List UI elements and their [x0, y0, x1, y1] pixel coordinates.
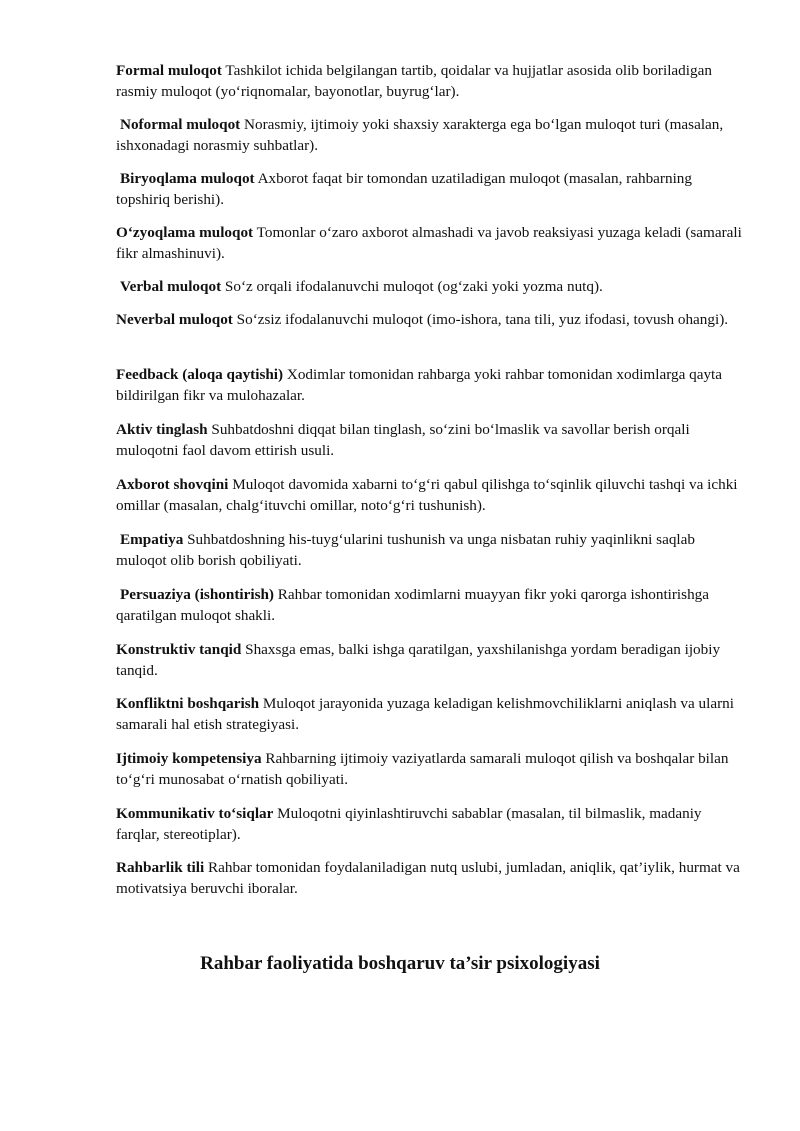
entry-definition: Tashkilot ichida belgilangan tartib, qoidalar va hujjatlar asosida olib boriladigan rasmiy muloqot (yo‘riqnomalar, bayonotlar, buyrug‘lar).	[116, 62, 712, 100]
entry-definition: Muloqotni qiyinlashtiruvchi sabablar (masalan, til bilmaslik, madaniy farqlar, stereotiplar).	[116, 805, 702, 843]
entry-definition: Norasmiy, ijtimoiy yoki shaxsiy xarakterga ega bo‘lgan muloqot turi (masalan, ishxonadagi norasmiy suhbatlar).	[116, 116, 724, 154]
entry-definition: Tomonlar o‘zaro axborot almashadi va javob reaksiyasi yuzaga keladi (samarali fikr almashinuvi).	[116, 224, 742, 262]
entry-definition: Muloqot davomida xabarni to‘g‘ri qabul qilishga to‘sqinlik qiluvchi tashqi va ichki omillar (masalan, chalg‘ituvchi omillar, noto‘g‘ri tushunish).	[116, 476, 738, 514]
entry-term: Biryoqlama muloqot	[120, 170, 255, 187]
entry-term: Feedback (aloqa qaytishi)	[116, 366, 284, 383]
definition-entry-biryoqlama-muloqot	[116, 168, 746, 210]
entry-term: Noformal muloqot	[120, 116, 241, 133]
entry-term: Kommunikativ to‘siqlar	[116, 805, 274, 822]
entry-term: Rahbarlik tili	[116, 859, 205, 876]
definition-entry-ozyoqlama-muloqot	[116, 222, 746, 264]
entry-term: Axborot shovqini	[116, 476, 229, 493]
entry-term: Ijtimoiy kompetensiya	[116, 750, 262, 767]
entry-definition: Suhbatdoshni diqqat bilan tinglash, so‘zini bo‘lmaslik va savollar berish orqali muloqotni faol davom ettirish usuli.	[116, 421, 690, 459]
entry-definition: Rahbar tomonidan xodimlarni muayyan fikr yoki qarorga ishontirishga qaratilgan muloqot shakli.	[116, 586, 709, 624]
entry-term: Persuaziya (ishontirish)	[120, 586, 274, 603]
definition-entry-axborot-shovqini	[116, 474, 746, 516]
section-heading: Rahbar faoliyatida boshqaruv ta’sir psixologiyasi	[200, 953, 600, 974]
entry-term: Neverbal muloqot	[116, 311, 233, 328]
definition-entry-noformal-muloqot	[116, 114, 746, 156]
entry-definition: Xodimlar tomonidan rahbarga yoki rahbar tomonidan xodimlarga qayta bildirilgan fikr va mulohazalar.	[116, 366, 722, 404]
entry-definition: Rahbarning ijtimoiy vaziyatlarda samarali muloqot qilish va boshqalar bilan to‘g‘ri munosabat o‘rnatish qobiliyati.	[116, 750, 729, 788]
entry-term: Konfliktni boshqarish	[116, 695, 260, 712]
definition-entry-konfliktni-boshqarish	[116, 693, 746, 735]
entry-term: Aktiv tinglash	[116, 421, 208, 438]
entry-term: Formal muloqot	[116, 62, 222, 79]
definition-entry-persuaziya	[116, 584, 746, 626]
entry-term: Verbal muloqot	[120, 278, 222, 295]
definition-entry-verbal-muloqot	[116, 276, 746, 297]
definition-entry-aktiv-tinglash	[116, 419, 746, 461]
entry-definition: Rahbar tomonidan foydalaniladigan nutq uslubi, jumladan, aniqlik, qat’iylik, hurmat va motivatsiya beruvchi iboralar.	[116, 859, 740, 897]
definition-entry-kommunikativ-tosiqlar	[116, 803, 746, 845]
entry-definition: So‘z orqali ifodalanuvchi muloqot (og‘zaki yoki yozma nutq).	[224, 278, 603, 295]
definition-entry-rahbarlik-tili	[116, 857, 746, 899]
entry-definition: Muloqot jarayonida yuzaga keladigan kelishmovchiliklarni aniqlash va ularni samarali hal etish strategiyasi.	[116, 695, 734, 733]
definition-entry-formal-muloqot	[116, 60, 746, 102]
definition-entry-empatiya	[116, 529, 746, 571]
entry-definition: Suhbatdoshning his-tuyg‘ularini tushunish va unga nisbatan ruhiy yaqinlikni saqlab muloqot olib borish qobiliyati.	[116, 531, 695, 569]
entry-definition: Axborot faqat bir tomondan uzatiladigan muloqot (masalan, rahbarning topshiriq berishi).	[116, 170, 692, 208]
entry-definition: So‘zsiz ifodalanuvchi muloqot (imo-ishora, tana tili, yuz ifodasi, tovush ohangi).	[236, 311, 729, 328]
definition-entry-feedback	[116, 364, 746, 406]
entry-term: O‘zyoqlama muloqot	[116, 224, 254, 241]
entry-definition: Shaxsga emas, balki ishga qaratilgan, yaxshilanishga yordam beradigan ijobiy tanqid.	[116, 641, 721, 679]
definition-entry-konstruktiv-tanqid	[116, 639, 746, 681]
definition-entry-neverbal-muloqot	[116, 309, 746, 330]
entry-term: Konstruktiv tanqid	[116, 641, 242, 658]
definition-entry-ijtimoiy-kompetensiya	[116, 748, 746, 790]
entry-term: Empatiya	[120, 531, 184, 548]
